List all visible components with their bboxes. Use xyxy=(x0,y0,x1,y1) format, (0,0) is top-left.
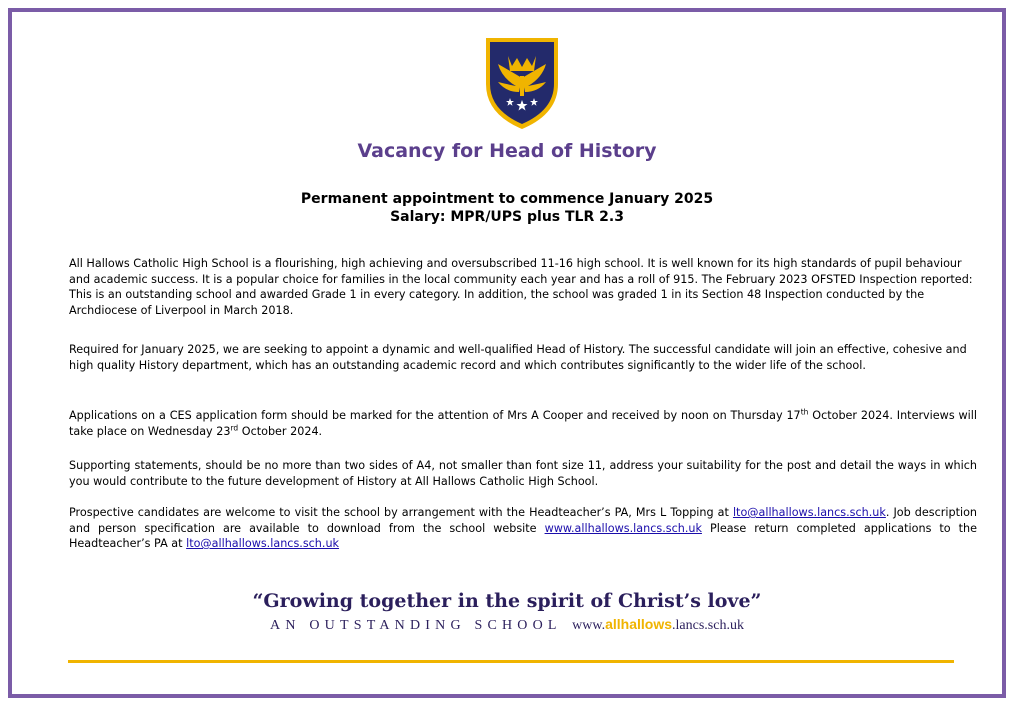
footer-divider xyxy=(68,660,954,663)
salary-line: Salary: MPR/UPS plus TLR 2.3 xyxy=(390,209,624,225)
school-intro-paragraph xyxy=(69,256,977,318)
applications-paragraph xyxy=(69,408,977,439)
pa-email-link-2[interactable]: lto@allhallows.lancs.sch.uk xyxy=(186,537,340,550)
role-text: Required for January 2025, we are seeking to appoint a dynamic and well-qualified Head of History. The successful candidate will join an effective, cohesive and high quality History department, which has an outstanding academic record and which contributes significantly to the wider life of the school. xyxy=(69,343,967,372)
contact-paragraph xyxy=(69,505,977,552)
appointment-summary xyxy=(12,190,1002,226)
tagline-text: AN OUTSTANDING SCHOOL xyxy=(270,618,562,633)
supporting-statement-paragraph xyxy=(69,458,977,489)
ordinal-suffix: th xyxy=(800,407,809,417)
school-website-link[interactable]: www.allhallows.lancs.sch.uk xyxy=(544,521,702,535)
school-crest-logo xyxy=(482,34,562,132)
return-applications-text: Please return completed applications to the Headteacher’s PA at xyxy=(69,521,977,550)
applications-text-part: Applications on a CES application form should be marked for the attention of Mrs A Cooper and received by noon on Thursday 17 xyxy=(69,409,801,422)
interview-text-part: October 2024. Interviews will take place on Wednesday 23 xyxy=(69,409,977,438)
appointment-start: Permanent appointment to commence January 2025 xyxy=(300,191,714,207)
applications-text xyxy=(69,408,977,439)
interview-date-end: October 2024. xyxy=(238,424,323,438)
contact-text-part: Prospective candidates are welcome to visit the school by arrangement with the Headteacher’s PA, Mrs L Topping at xyxy=(69,506,733,519)
url-prefix: www. xyxy=(572,618,606,633)
ordinal-suffix: rd xyxy=(230,422,239,432)
role-paragraph xyxy=(69,342,977,373)
school-motto: “Growing together in the spirit of Christ’s love” xyxy=(252,590,762,612)
url-brand: allhallows xyxy=(605,616,673,632)
school-tagline xyxy=(12,616,1002,634)
url-suffix: .lancs.sch.uk xyxy=(672,618,744,633)
school-intro-text: All Hallows Catholic High School is a flourishing, high achieving and oversubscribed 11-16 high school. It is well known for its high standards of pupil behaviour and academic success. It is a popular choice for families in the local community each year and has a roll of 915. The February 2023 OFSTED Inspection reported: This is an outstanding school and awarded Grade 1 in every category. In addition, the school was graded 1 in its Section 48 Inspection conducted by the Archdiocese of Liverpool in March 2018. xyxy=(69,257,973,317)
vacancy-title: Vacancy for Head of History xyxy=(357,140,657,162)
contact-text xyxy=(69,505,977,552)
vacancy-document xyxy=(8,8,1006,698)
supporting-statement-text: Supporting statements, should be no more than two sides of A4, not smaller than font size 11, address your suitability for the post and detail the ways in which you would contribute to the future development of History at All Hallows Catholic High School. xyxy=(69,459,977,488)
job-description-text: . Job description and person specification are available to download from the school website xyxy=(69,506,977,535)
pa-email-link[interactable]: lto@allhallows.lancs.sch.uk xyxy=(732,506,886,519)
